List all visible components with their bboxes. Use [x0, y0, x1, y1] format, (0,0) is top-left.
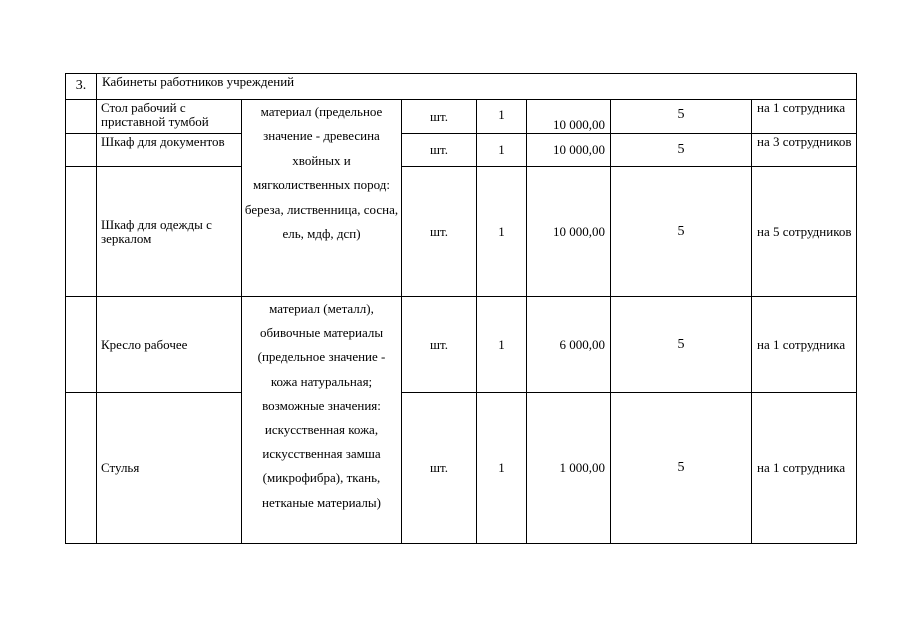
item-service-years: 5	[611, 297, 752, 393]
item-name: Кресло рабочее	[97, 297, 242, 393]
furniture-norms-table	[65, 73, 857, 544]
item-name: Шкаф для одежды с зеркалом	[97, 167, 242, 297]
item-norm: на 1 сотрудника	[752, 297, 857, 393]
table-row	[66, 297, 857, 393]
item-unit: шт.	[402, 167, 477, 297]
table-row	[66, 393, 857, 544]
item-service-years: 5	[611, 134, 752, 167]
empty-number-cell	[66, 134, 97, 167]
item-service-years: 5	[611, 167, 752, 297]
item-service-years: 5	[611, 393, 752, 544]
item-quantity: 1	[477, 393, 527, 544]
item-price: 6 000,00	[527, 297, 611, 393]
table-row	[66, 100, 857, 134]
item-price: 10 000,00	[527, 134, 611, 167]
item-unit: шт.	[402, 393, 477, 544]
empty-number-cell	[66, 100, 97, 134]
item-norm: на 1 сотрудника	[752, 100, 857, 134]
material-description-wood: материал (предельное значение - древесина хвойных и мягколиственных пород: береза, лиственница, сосна, ель, мдф, дсп)	[242, 100, 402, 297]
table-row	[66, 134, 857, 167]
empty-number-cell	[66, 393, 97, 544]
item-name: Стулья	[97, 393, 242, 544]
section-title: Кабинеты работников учреждений	[97, 74, 857, 100]
item-price: 10 000,00	[527, 100, 611, 134]
section-row	[66, 74, 857, 100]
item-name: Стол рабочий с приставной тумбой	[97, 100, 242, 134]
item-quantity: 1	[477, 100, 527, 134]
item-unit: шт.	[402, 297, 477, 393]
empty-number-cell	[66, 297, 97, 393]
item-unit: шт.	[402, 134, 477, 167]
item-quantity: 1	[477, 167, 527, 297]
item-quantity: 1	[477, 297, 527, 393]
empty-number-cell	[66, 167, 97, 297]
item-name: Шкаф для документов	[97, 134, 242, 167]
item-price: 1 000,00	[527, 393, 611, 544]
item-norm: на 3 сотрудников	[752, 134, 857, 167]
item-unit: шт.	[402, 100, 477, 134]
table-row	[66, 167, 857, 297]
item-service-years: 5	[611, 100, 752, 134]
item-quantity: 1	[477, 134, 527, 167]
item-norm: на 1 сотрудника	[752, 393, 857, 544]
section-number: 3.	[66, 74, 97, 100]
item-price: 10 000,00	[527, 167, 611, 297]
item-norm: на 5 сотрудников	[752, 167, 857, 297]
material-description-metal: материал (металл), обивочные материалы (предельное значение - кожа натуральная; возможные значения: искусственная кожа, искусственная замша (микрофибра), ткань, нетканые материалы)	[242, 297, 402, 544]
